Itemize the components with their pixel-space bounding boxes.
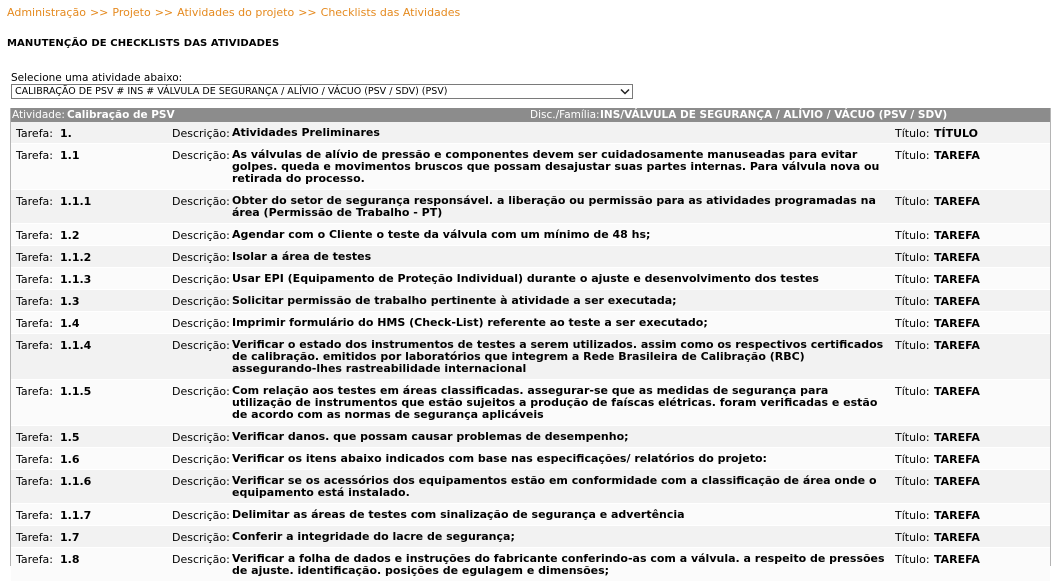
task-list (11, 122, 1050, 582)
task-description: Solicitar permissão de trabalho pertinente à atividade a ser executada; (232, 294, 677, 307)
titulo-label: Título: (895, 273, 930, 286)
task-titulo: TAREFA (934, 453, 980, 466)
tarefa-label: Tarefa: (16, 339, 54, 352)
tarefa-number: 1.7 (60, 531, 80, 544)
task-titulo: TAREFA (934, 431, 980, 444)
breadcrumb-checklists-das-atividades[interactable]: Checklists das Atividades (320, 6, 461, 19)
tarefa-label: Tarefa: (16, 317, 54, 330)
tarefa-label: Tarefa: (16, 431, 54, 444)
descricao-label: Descrição: (172, 385, 230, 398)
task-row[interactable] (11, 548, 1050, 582)
breadcrumb-administracao[interactable]: Administração (7, 6, 86, 19)
task-row[interactable] (11, 312, 1050, 334)
task-titulo: TAREFA (934, 531, 980, 544)
tarefa-label: Tarefa: (16, 453, 54, 466)
titulo-label: Título: (895, 339, 930, 352)
tarefa-number: 1.1 (60, 149, 80, 162)
task-description: Usar EPI (Equipamento de Proteção Individual) durante o ajuste e desenvolvimento dos testes (232, 272, 819, 285)
breadcrumb-separator: >> (298, 6, 317, 19)
discipline-label: Disc./Família: (530, 109, 600, 121)
task-titulo: TAREFA (934, 553, 980, 566)
task-titulo: TAREFA (934, 317, 980, 330)
tarefa-label: Tarefa: (16, 385, 54, 398)
task-description: Obter do setor de segurança responsável. a liberação ou permissão para as atividades programadas na área (Permissão de Trabalho - PT) (232, 194, 876, 219)
titulo-label: Título: (895, 531, 930, 544)
task-description: Atividades Preliminares (232, 126, 380, 139)
task-description: Verificar a folha de dados e instruções do fabricante conferindo-as com a válvula. a respeito de pressões de ajuste. identificação. posições de egulagem e dimensões; (232, 552, 885, 577)
breadcrumb-separator: >> (154, 6, 174, 19)
tarefa-label: Tarefa: (16, 509, 54, 522)
task-row[interactable] (11, 224, 1050, 246)
descricao-label: Descrição: (172, 339, 230, 352)
tarefa-label: Tarefa: (16, 127, 54, 140)
task-titulo: TAREFA (934, 229, 980, 242)
tarefa-label: Tarefa: (16, 273, 54, 286)
titulo-label: Título: (895, 127, 930, 140)
task-row[interactable] (11, 426, 1050, 448)
task-row[interactable] (11, 190, 1050, 224)
task-row[interactable] (11, 144, 1050, 190)
titulo-label: Título: (895, 431, 930, 444)
titulo-label: Título: (895, 553, 930, 566)
tarefa-label: Tarefa: (16, 475, 54, 488)
discipline-value: INS/VÁLVULA DE SEGURANÇA / ALÍVIO / VÁCUO (PSV / SDV) (600, 109, 948, 121)
breadcrumb-projeto[interactable]: Projeto (112, 6, 151, 19)
titulo-label: Título: (895, 251, 930, 264)
task-titulo: TAREFA (934, 251, 980, 264)
tarefa-label: Tarefa: (16, 229, 54, 242)
task-titulo: TAREFA (934, 149, 980, 162)
breadcrumb (7, 6, 460, 19)
tarefa-label: Tarefa: (16, 195, 54, 208)
descricao-label: Descrição: (172, 295, 230, 308)
descricao-label: Descrição: (172, 509, 230, 522)
tarefa-label: Tarefa: (16, 531, 54, 544)
descricao-label: Descrição: (172, 273, 230, 286)
task-description: Verificar os itens abaixo indicados com base nas especificações/ relatórios do projeto: (232, 452, 767, 465)
titulo-label: Título: (895, 195, 930, 208)
titulo-label: Título: (895, 453, 930, 466)
task-row[interactable] (11, 470, 1050, 504)
task-description: Delimitar as áreas de testes com sinalização de segurança e advertência (232, 508, 685, 521)
task-titulo: TAREFA (934, 339, 980, 352)
task-description: Verificar se os acessórios dos equipamentos estão em conformidade com a classificação de área onde o equipamento está instalado. (232, 474, 877, 499)
breadcrumb-separator: >> (89, 6, 109, 19)
titulo-label: Título: (895, 385, 930, 398)
tarefa-number: 1.1.7 (60, 509, 92, 522)
activity-header (11, 108, 1050, 122)
tarefa-label: Tarefa: (16, 149, 54, 162)
task-row[interactable] (11, 290, 1050, 312)
descricao-label: Descrição: (172, 229, 230, 242)
activity-select-label: Selecione uma atividade abaixo: (11, 72, 183, 84)
titulo-label: Título: (895, 509, 930, 522)
task-titulo: TAREFA (934, 273, 980, 286)
task-titulo: TÍTULO (934, 127, 978, 140)
titulo-label: Título: (895, 475, 930, 488)
task-row[interactable] (11, 246, 1050, 268)
page-title: MANUTENÇÃO DE CHECKLISTS DAS ATIVIDADES (7, 38, 280, 49)
task-description: Verificar o estado dos instrumentos de testes a serem utilizados. assim como os respectivos certificados de calibração. emitidos por laboratórios que integrem a Rede Brasileira de Calibração (RBC) assegurando-lhes rastreabilidade internacional (232, 338, 884, 375)
task-titulo: TAREFA (934, 385, 980, 398)
task-titulo: TAREFA (934, 509, 980, 522)
task-description: Isolar a área de testes (232, 250, 372, 263)
descricao-label: Descrição: (172, 251, 230, 264)
tarefa-number: 1. (60, 127, 72, 140)
titulo-label: Título: (895, 229, 930, 242)
titulo-label: Título: (895, 149, 930, 162)
task-description: Com relação aos testes em áreas classificadas. assegurar-se que as medidas de segurança para utilização de instrumentos que estão sujeitos a produção de faíscas elétricas. foram verificadas e estão de acordo com as normas de segurança aplicáveis (232, 384, 878, 421)
titulo-label: Título: (895, 317, 930, 330)
tarefa-number: 1.6 (60, 453, 80, 466)
task-row[interactable] (11, 504, 1050, 526)
tarefa-label: Tarefa: (16, 295, 54, 308)
tarefa-number: 1.1.5 (60, 385, 92, 398)
task-description: As válvulas de alívio de pressão e componentes devem ser cuidadosamente manuseadas para evitar golpes. queda e movimentos bruscos que possam desajustar suas partes internas. Para válvula nova ou retirada do processo. (232, 148, 880, 185)
task-row[interactable] (11, 526, 1050, 548)
task-description: Conferir a integridade do lacre de segurança; (232, 530, 515, 543)
tarefa-number: 1.8 (60, 553, 80, 566)
tarefa-number: 1.5 (60, 431, 80, 444)
task-row[interactable] (11, 268, 1050, 290)
descricao-label: Descrição: (172, 475, 230, 488)
descricao-label: Descrição: (172, 127, 230, 140)
descricao-label: Descrição: (172, 553, 230, 566)
tarefa-number: 1.1.2 (60, 251, 92, 264)
task-description: Agendar com o Cliente o teste da válvula com um mínimo de 48 hs; (232, 228, 651, 241)
descricao-label: Descrição: (172, 531, 230, 544)
descricao-label: Descrição: (172, 317, 230, 330)
tarefa-number: 1.1.1 (60, 195, 92, 208)
activity-value: Calibração de PSV (67, 109, 175, 121)
tarefa-number: 1.1.4 (60, 339, 92, 352)
tarefa-number: 1.1.3 (60, 273, 92, 286)
task-row[interactable] (11, 122, 1050, 144)
task-titulo: TAREFA (934, 295, 980, 308)
descricao-label: Descrição: (172, 431, 230, 444)
descricao-label: Descrição: (172, 453, 230, 466)
task-description: Imprimir formulário do HMS (Check-List) referente ao teste a ser executado; (232, 316, 708, 329)
tarefa-number: 1.1.6 (60, 475, 92, 488)
task-titulo: TAREFA (934, 475, 980, 488)
tarefa-number: 1.2 (60, 229, 80, 242)
descricao-label: Descrição: (172, 149, 230, 162)
activity-select[interactable] (11, 84, 633, 99)
activity-select-value: CALIBRAÇÃO DE PSV # INS # VÁLVULA DE SEGURANÇA / ALÍVIO / VÁCUO (PSV / SDV) (PSV) (15, 86, 448, 97)
task-row[interactable] (11, 334, 1050, 380)
tarefa-label: Tarefa: (16, 251, 54, 264)
tarefa-label: Tarefa: (16, 553, 54, 566)
breadcrumb-atividades-do-projeto[interactable]: Atividades do projeto (177, 6, 295, 19)
activity-label: Atividade: (12, 109, 65, 121)
checklist-table (10, 108, 1051, 577)
task-row[interactable] (11, 448, 1050, 470)
tarefa-number: 1.4 (60, 317, 80, 330)
titulo-label: Título: (895, 295, 930, 308)
task-row[interactable] (11, 380, 1050, 426)
tarefa-number: 1.3 (60, 295, 80, 308)
descricao-label: Descrição: (172, 195, 230, 208)
chevron-down-icon[interactable] (620, 86, 630, 97)
task-description: Verificar danos. que possam causar problemas de desempenho; (232, 430, 629, 443)
task-titulo: TAREFA (934, 195, 980, 208)
